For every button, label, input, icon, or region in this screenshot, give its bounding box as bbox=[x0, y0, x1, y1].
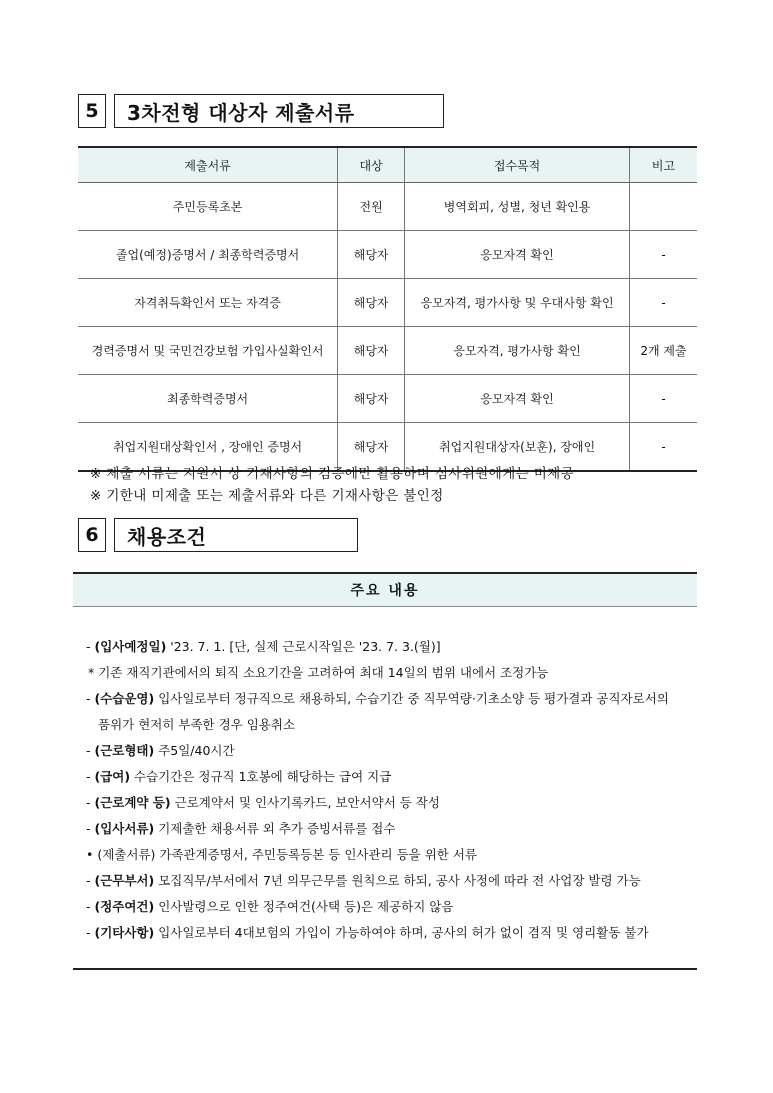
list-item bbox=[86, 764, 698, 790]
table-cell: 주민등록초본 bbox=[78, 183, 338, 231]
table-cell: 해당자 bbox=[338, 327, 405, 375]
table-cell: 최종학력증명서 bbox=[78, 375, 338, 423]
column-header: 대상 bbox=[338, 147, 405, 183]
item-text: 수습기간은 정규직 1호봉에 해당하는 급여 지급 bbox=[130, 769, 392, 784]
item-text: (제출서류) 가족관계증명서, 주민등록등본 등 인사관리 등을 위한 서류 bbox=[97, 847, 478, 862]
item-label: (수습운영) bbox=[94, 691, 155, 706]
table-cell: 자격취득확인서 또는 자격증 bbox=[78, 279, 338, 327]
table-row bbox=[78, 183, 697, 231]
table-cell: 병역회피, 성별, 청년 확인용 bbox=[405, 183, 630, 231]
item-text: 모집직무/부서에서 7년 의무근무를 원칙으로 하되, 공사 사정에 따라 전 사업장 발령 가능 bbox=[154, 873, 641, 888]
table-cell: - bbox=[630, 231, 697, 279]
item-prefix: - bbox=[86, 769, 95, 784]
notes-block bbox=[90, 463, 574, 507]
item-label: (근무부서) bbox=[94, 873, 155, 888]
list-item bbox=[86, 842, 698, 868]
table-cell bbox=[630, 183, 697, 231]
column-header: 접수목적 bbox=[405, 147, 630, 183]
item-label: (정주여건) bbox=[94, 899, 155, 914]
item-text: 기제출한 채용서류 외 추가 증빙서류를 접수 bbox=[154, 821, 396, 836]
table-cell: 경력증명서 및 국민건강보험 가입사실확인서 bbox=[78, 327, 338, 375]
item-label: (급여) bbox=[94, 769, 131, 784]
section-number: 5 bbox=[78, 94, 106, 128]
table-cell: 응모자격, 평가사항 및 우대사항 확인 bbox=[405, 279, 630, 327]
table-row bbox=[78, 231, 697, 279]
item-text: 근로계약서 및 인사기록카드, 보안서약서 등 작성 bbox=[170, 795, 440, 810]
item-prefix: • bbox=[86, 847, 98, 862]
table-row bbox=[78, 375, 697, 423]
table-cell: 취업지원대상확인서 , 장애인 증명서 bbox=[78, 423, 338, 472]
bottom-divider bbox=[73, 968, 697, 970]
list-item bbox=[86, 920, 698, 946]
item-text: 주5일/40시간 bbox=[154, 743, 235, 758]
section-number: 6 bbox=[78, 518, 106, 552]
table-cell: - bbox=[630, 375, 697, 423]
conditions-header: 주요 내용 bbox=[73, 572, 697, 607]
table-cell: 응모자격, 평가사항 확인 bbox=[405, 327, 630, 375]
section-5-heading bbox=[78, 94, 444, 128]
note-line: ※ 기한내 미제출 또는 제출서류와 다른 기재사항은 불인정 bbox=[90, 488, 444, 504]
item-label: (입사서류) bbox=[94, 821, 155, 836]
section-title: 채용조건 bbox=[114, 518, 358, 552]
list-item bbox=[86, 634, 698, 660]
item-text: 품위가 현저히 부족한 경우 임용취소 bbox=[98, 717, 296, 732]
conditions-list bbox=[86, 634, 698, 946]
list-item bbox=[86, 738, 698, 764]
table-cell: 해당자 bbox=[338, 231, 405, 279]
required-documents-table bbox=[78, 146, 697, 472]
table-cell: 응모자격 확인 bbox=[405, 231, 630, 279]
table-cell: 2개 제출 bbox=[630, 327, 697, 375]
item-label: (기타사항) bbox=[94, 925, 155, 940]
item-prefix: - bbox=[86, 873, 95, 888]
list-item bbox=[86, 868, 698, 894]
item-prefix: - bbox=[86, 691, 95, 706]
table-cell: - bbox=[630, 279, 697, 327]
list-item bbox=[86, 894, 698, 920]
list-item bbox=[86, 660, 698, 686]
table-cell: 취업지원대상자(보훈), 장애인 bbox=[405, 423, 630, 472]
table-cell: 해당자 bbox=[338, 423, 405, 472]
list-item bbox=[86, 686, 698, 712]
table-cell: 졸업(예정)증명서 / 최종학력증명서 bbox=[78, 231, 338, 279]
column-header: 비고 bbox=[630, 147, 697, 183]
table-row bbox=[78, 327, 697, 375]
item-label: (근로계약 등) bbox=[94, 795, 171, 810]
item-text: 입사일로부터 정규직으로 채용하되, 수습기간 중 직무역량·기초소양 등 평가결과 공직자로서의 bbox=[154, 691, 669, 706]
note-line: ※ 제출 서류는 지원서 상 기재사항의 검증에만 활용하며 심사위원에게는 미제공 bbox=[90, 466, 575, 482]
table-row bbox=[78, 279, 697, 327]
item-text: 기존 재직기관에서의 퇴직 소요기간을 고려하여 최대 14일의 범위 내에서 조정가능 bbox=[98, 665, 549, 680]
item-prefix: - bbox=[86, 795, 95, 810]
table-cell: - bbox=[630, 423, 697, 472]
list-item bbox=[86, 790, 698, 816]
item-label: (입사예정일) bbox=[94, 639, 167, 654]
table-cell: 응모자격 확인 bbox=[405, 375, 630, 423]
table-cell: 해당자 bbox=[338, 375, 405, 423]
item-text: 인사발령으로 인한 정주여건(사택 등)은 제공하지 않음 bbox=[154, 899, 454, 914]
item-label: (근로형태) bbox=[94, 743, 155, 758]
list-item bbox=[86, 712, 698, 738]
item-prefix: * bbox=[88, 665, 99, 680]
item-prefix: - bbox=[86, 899, 95, 914]
item-prefix: - bbox=[86, 639, 95, 654]
column-header: 제출서류 bbox=[78, 147, 338, 183]
item-prefix: - bbox=[86, 821, 95, 836]
list-item bbox=[86, 816, 698, 842]
table-cell: 해당자 bbox=[338, 279, 405, 327]
item-prefix: - bbox=[86, 743, 95, 758]
table-header-row bbox=[78, 147, 697, 183]
section-title: 3차전형 대상자 제출서류 bbox=[114, 94, 444, 128]
item-prefix: - bbox=[86, 925, 95, 940]
item-text: 입사일로부터 4대보험의 가입이 가능하여야 하며, 공사의 허가 없이 겸직 및 영리활동 불가 bbox=[154, 925, 649, 940]
item-text: '23. 7. 1. [단, 실제 근로시작일은 '23. 7. 3.(월)] bbox=[166, 639, 441, 654]
table-cell: 전원 bbox=[338, 183, 405, 231]
section-6-heading bbox=[78, 518, 358, 552]
